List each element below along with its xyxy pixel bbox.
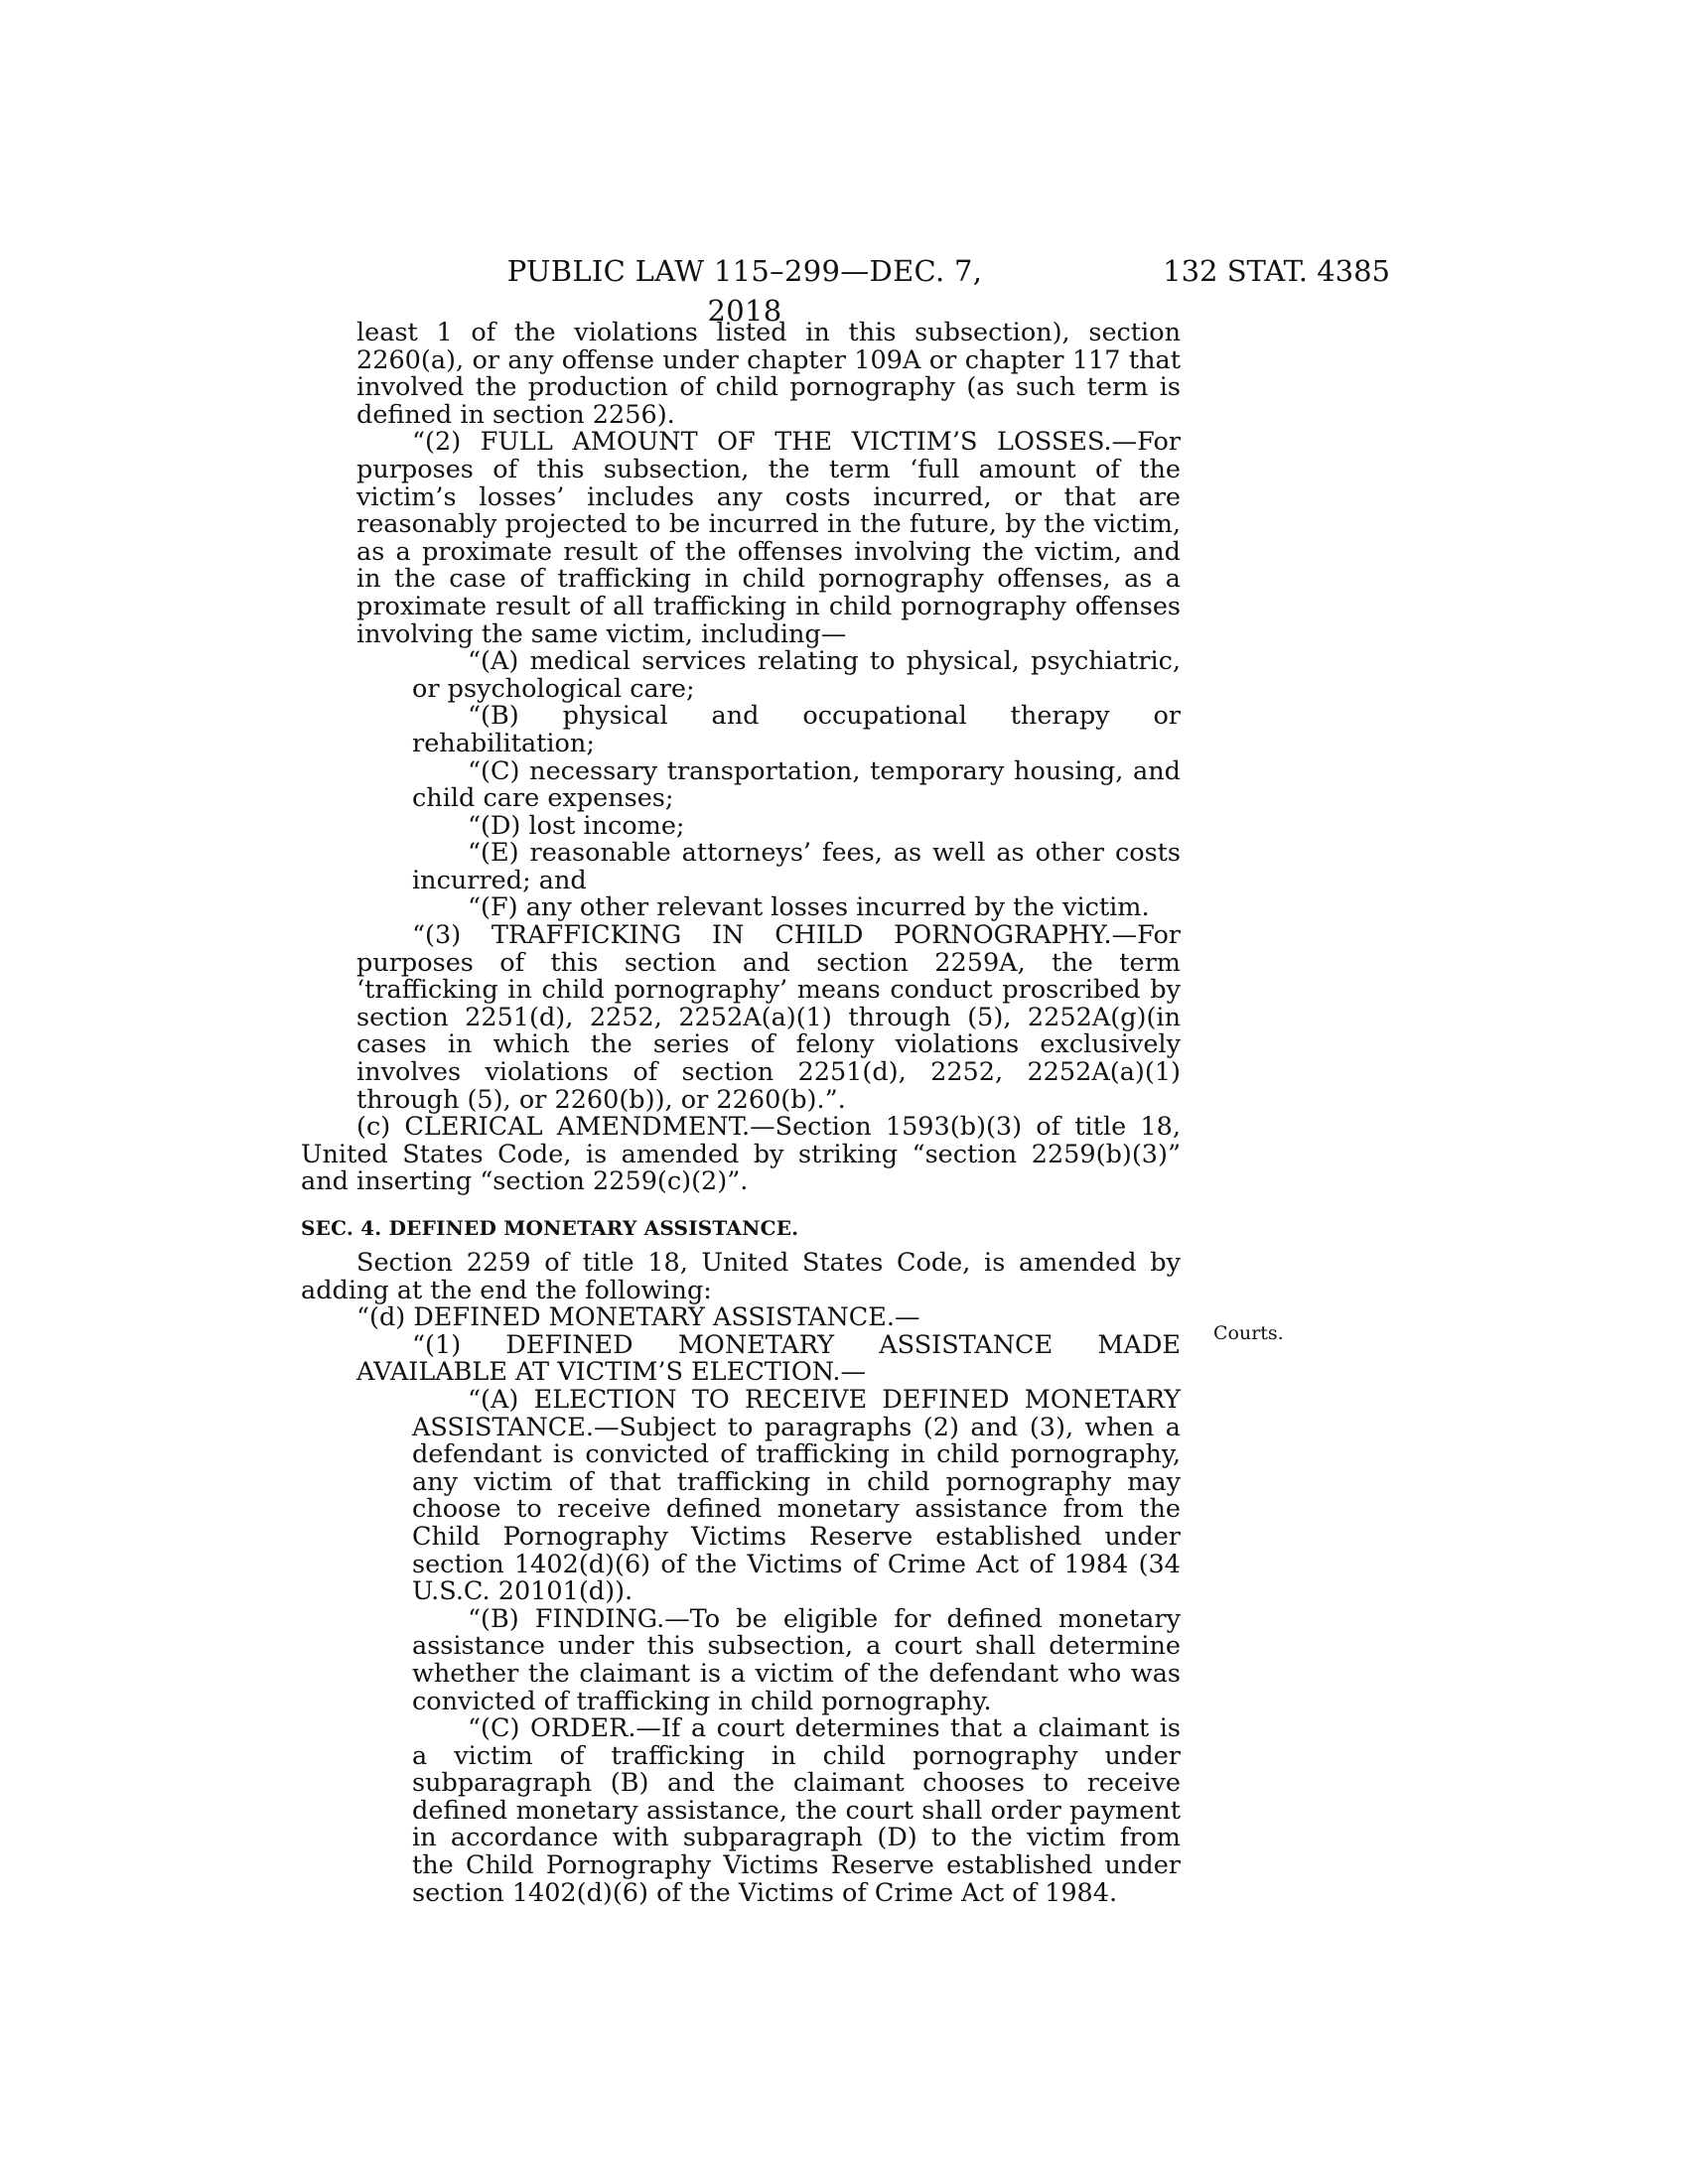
subparagraph-A-election: “(A) ELECTION TO RECEIVE DEFINED MONETARY ASSISTANCE.—Subject to paragraphs (2) and (3), when a defendant is convicted of trafficking in child pornography, any victim of that trafficking in child pornography may choose to receive defined monetary assistance from the Child Pornography Victims Reserve established under section 1402(d)(6) of the Victims of Crime Act of 1984 (34 U.S.C. 20101(d)).	[412, 1384, 1181, 1607]
subparagraph-C-order: “(C) ORDER.—If a court determines that a claimant is a victim of trafficking in child pornography under subparagraph (B) and the claimant chooses to receive defined monetary assistance, the court shall order payment in accordance with subparagraph (D) to the victim from the Child Pornography Victims Reserve established under section 1402(d)(6) of the Victims of Crime Act of 1984.	[412, 1713, 1181, 1908]
subsection-c-clerical-amendment: (c) CLERICAL AMENDMENT.—Section 1593(b)(3) of title 18, United States Code, is amended by striking “section 2259(b)(3)” and inserting “section 2259(c)(2)”.	[301, 1112, 1181, 1197]
section-4-heading: SEC. 4. DEFINED MONETARY ASSISTANCE.	[301, 1216, 799, 1240]
running-header	[0, 251, 1688, 328]
page-header-title: PUBLIC LAW 115–299—DEC. 7, 2018	[506, 254, 983, 328]
subparagraph-C: “(C) necessary transportation, temporary housing, and child care expenses;	[412, 755, 1181, 814]
paragraph-3-trafficking: “(3) TRAFFICKING IN CHILD PORNOGRAPHY.—For purposes of this section and section 2259A, the term ‘trafficking in child pornography’ means conduct proscribed by section 2251(d), 2252, 2252A(a)(1) through (5), 2252A(g)(in cases in which the series of felony violations exclusively involves violations of section 2251(d), 2252, 2252A(a)(1) through (5), or 2260(b)), or 2260(b).”.	[356, 920, 1181, 1115]
paragraph-2-full-amount: “(2) FULL AMOUNT OF THE VICTIM’S LOSSES.—For purposes of this subsection, the term ‘full amount of the victim’s losses’ includes any costs incurred, or that are reasonably projected to be incurred in the future, by the victim, as a proximate result of the offenses involving the victim, and in the case of trafficking in child pornography offenses, as a proximate result of all trafficking in child pornography offenses involving the same victim, including—	[356, 427, 1181, 649]
subparagraph-D: “(D) lost income;	[468, 810, 685, 841]
page-header-stat-citation: 132 STAT. 4385	[1163, 254, 1390, 288]
subsection-d-heading: “(d) DEFINED MONETARY ASSISTANCE.—	[356, 1302, 920, 1333]
subparagraph-F: “(F) any other relevant losses incurred by the victim.	[468, 892, 1150, 923]
subparagraph-A: “(A) medical services relating to physical, psychiatric, or psychological care;	[412, 646, 1181, 704]
subparagraph-B-finding: “(B) FINDING.—To be eligible for defined monetary assistance under this subsection, a court shall determine whether the claimant is a victim of the defendant who was convicted of trafficking in child pornography.	[412, 1603, 1181, 1716]
paragraph-1-heading: “(1) DEFINED MONETARY ASSISTANCE MADE AVAILABLE AT VICTIM’S ELECTION.—	[356, 1329, 1181, 1388]
subparagraph-E: “(E) reasonable attorneys’ fees, as well as other costs incurred; and	[412, 838, 1181, 895]
paragraph-continuation: least 1 of the violations listed in this subsection), section 2260(a), or any offense under chapter 109A or chapter 117 that involved the production of child pornography (as such term is defined in section 2256).	[356, 318, 1181, 430]
margin-note: Courts.	[1213, 1322, 1284, 1344]
statute-body	[301, 320, 1181, 1907]
section-4-intro: Section 2259 of title 18, United States Code, is amended by adding at the end the following:	[301, 1248, 1181, 1305]
subparagraph-B: “(B) physical and occupational therapy or rehabilitation;	[412, 701, 1181, 758]
